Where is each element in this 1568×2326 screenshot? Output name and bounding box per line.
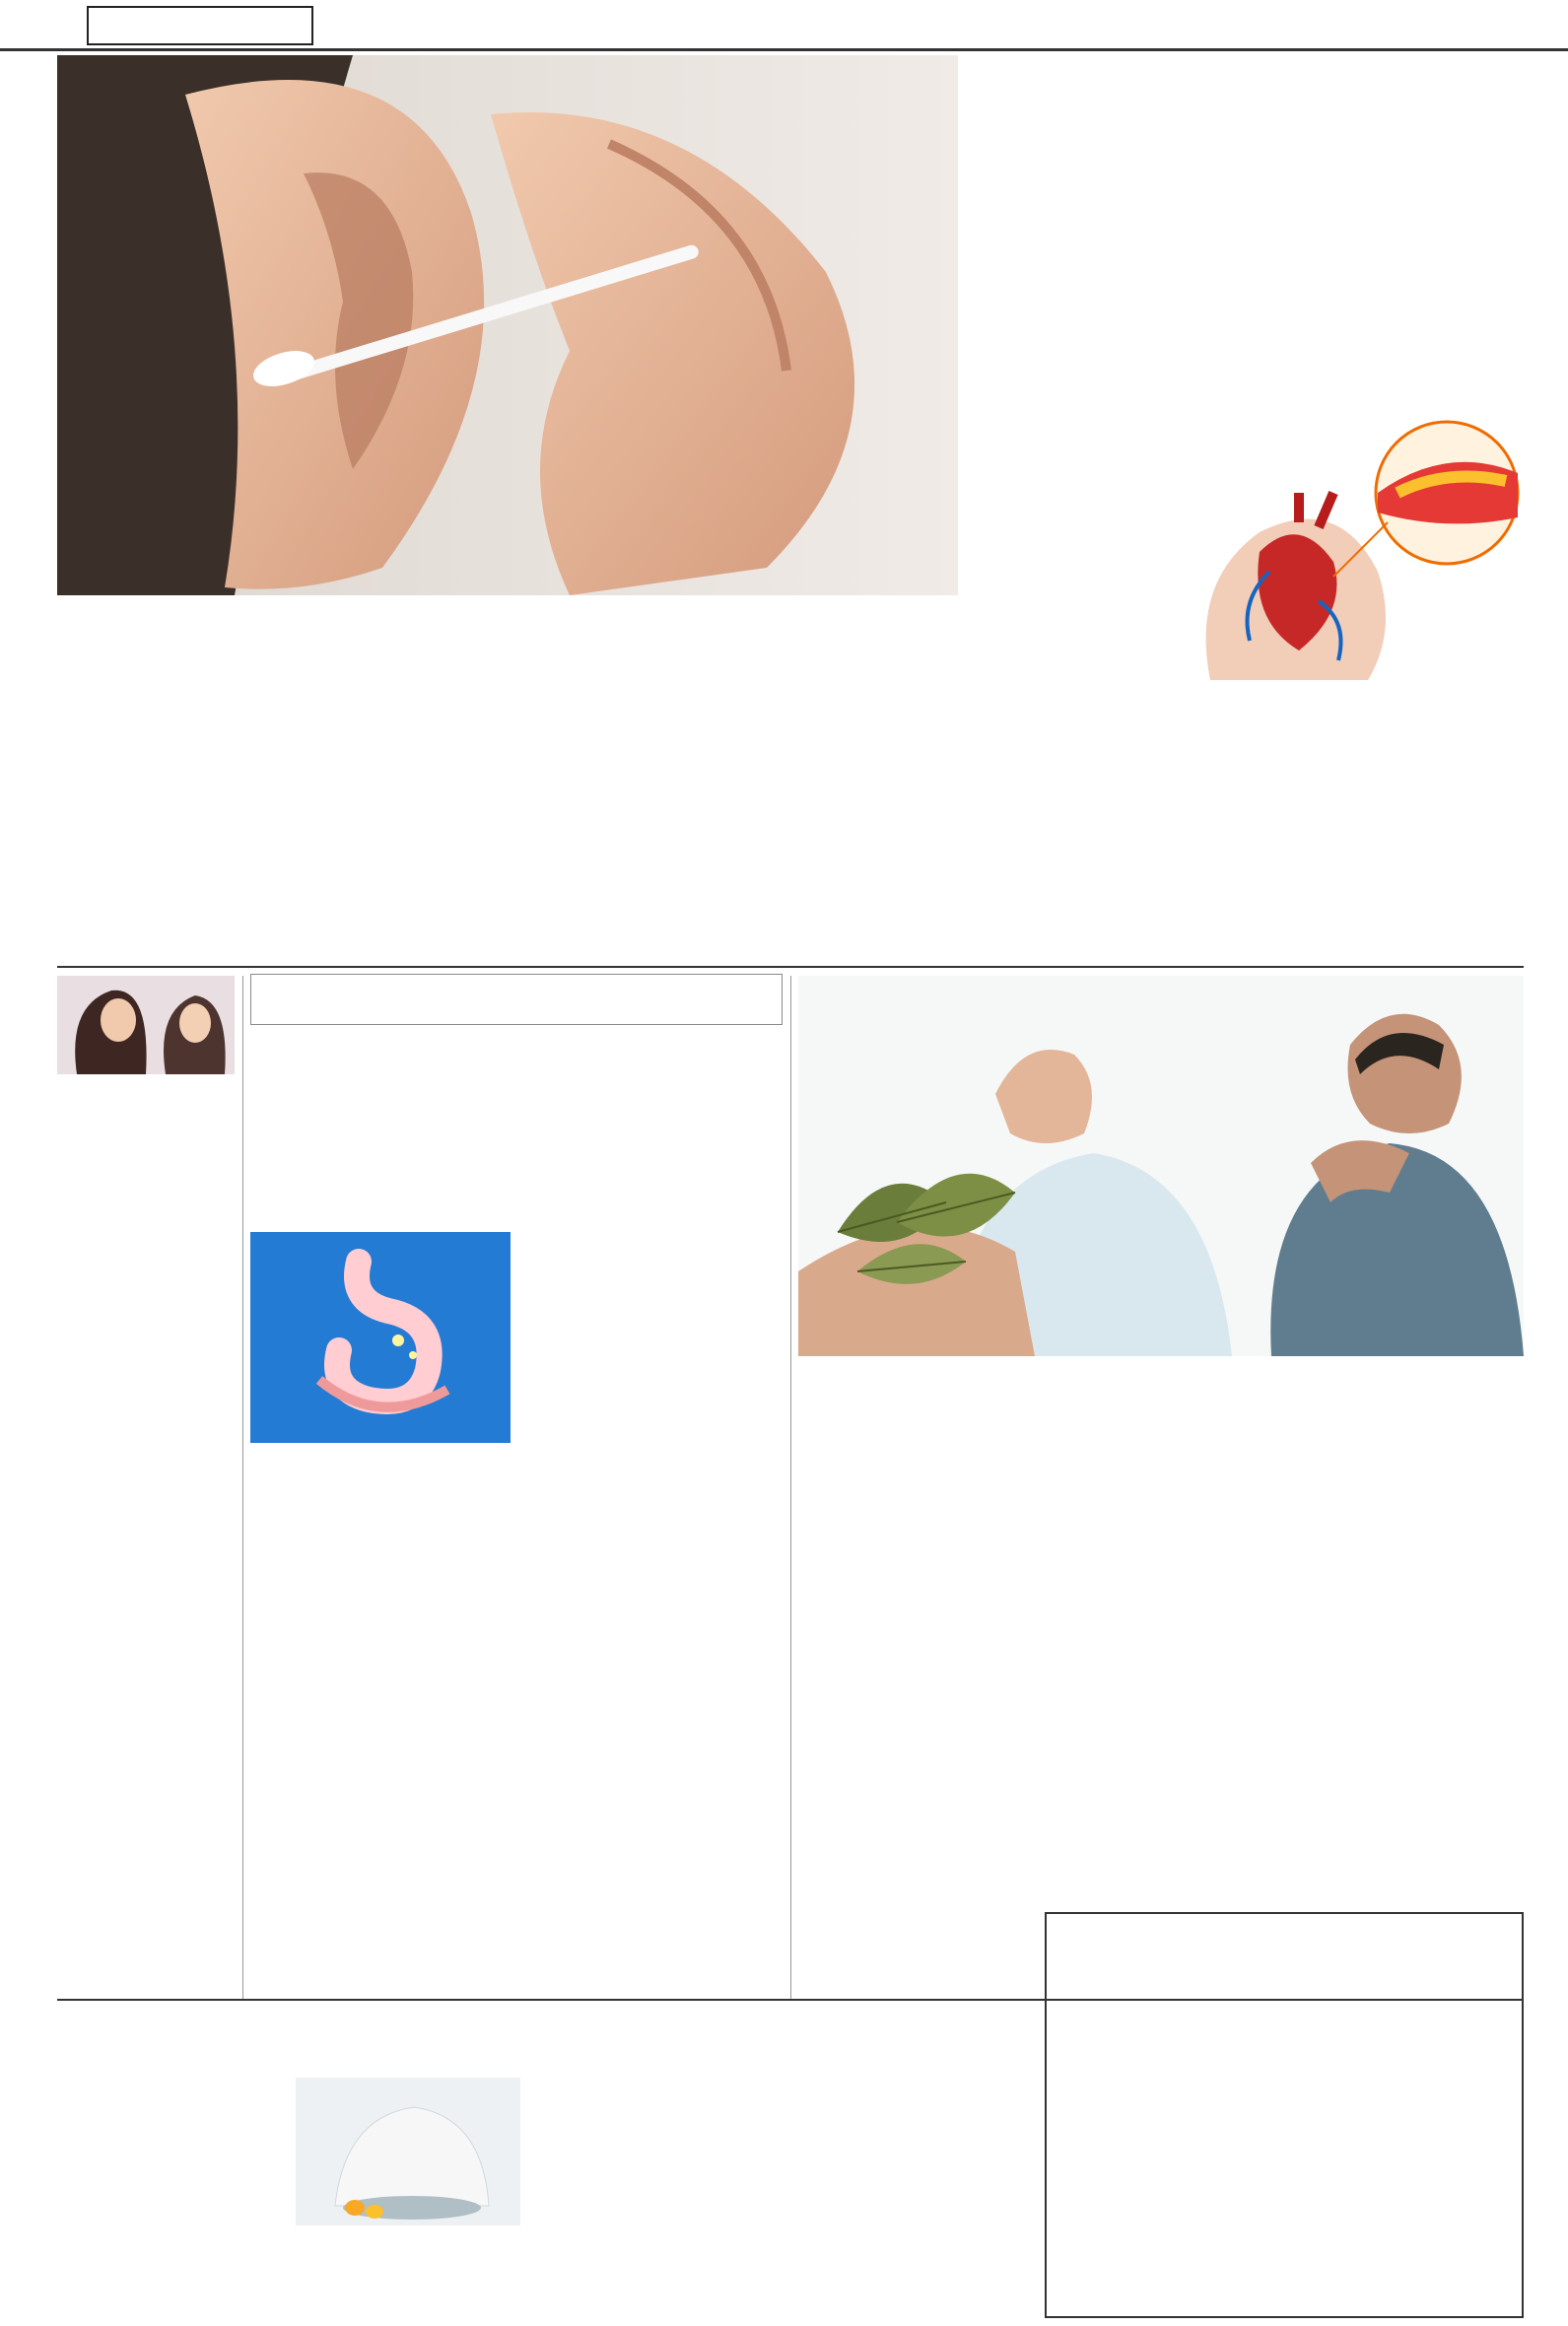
gastric-col-1b [250,1447,511,1991]
cough-bay-leaf-photo [798,976,1524,1356]
steam-col-1 [57,2078,284,2314]
steam-inhalation-photo [296,2078,520,2225]
steam-col-3 [532,2078,779,2314]
cholesterol-col-3 [1330,187,1524,375]
stomach-illustration [250,1232,511,1443]
gastric-col-1 [250,1031,511,1228]
steam-col-2 [296,2229,520,2314]
ear-article-col-1 [57,690,266,960]
bay-leaf-headline-line-2 [798,1431,1524,1506]
gastric-col-2 [522,1031,783,1991]
ear-article-col-2 [278,690,487,960]
bay-leaf-headline-line-1 [798,1360,1524,1435]
section-divider [57,966,1524,968]
ear-cleaning-photo [57,55,958,595]
bay-leaf-col-3 [1291,1514,1524,1908]
section-title [552,2,1025,47]
hair-headline [57,1078,235,1151]
newspaper-logo [87,6,313,45]
nap-headline-line-2 [1049,1965,1520,2013]
nap-col-2a [1283,2020,1516,2312]
cholesterol-headline-line-1 [972,57,1524,120]
bay-leaf-col-1 [798,1514,1031,1991]
bay-leaf-col-2 [1045,1514,1277,1908]
cholesterol-col-2 [1151,187,1319,375]
masthead [0,0,1568,51]
hair-photo [57,976,235,1074]
page-number [39,6,79,45]
cholesterol-col-4 [1151,690,1329,960]
steam-headline [57,2005,1043,2072]
ear-article-col-3 [499,690,708,960]
ear-headline [57,595,958,684]
cholesterol-col-5 [1340,690,1524,960]
gastric-headline [250,974,783,1025]
nap-col-1 [1055,2020,1271,2312]
cholesterol-headline-line-2 [972,118,1524,181]
cholesterol-col-1 [972,187,1139,960]
heart-artery-illustration [1151,384,1524,680]
ear-article-col-4 [719,690,952,960]
column-rule [790,976,791,2001]
column-rule [242,976,243,2001]
nap-headline-line-1 [1049,1920,1520,1967]
